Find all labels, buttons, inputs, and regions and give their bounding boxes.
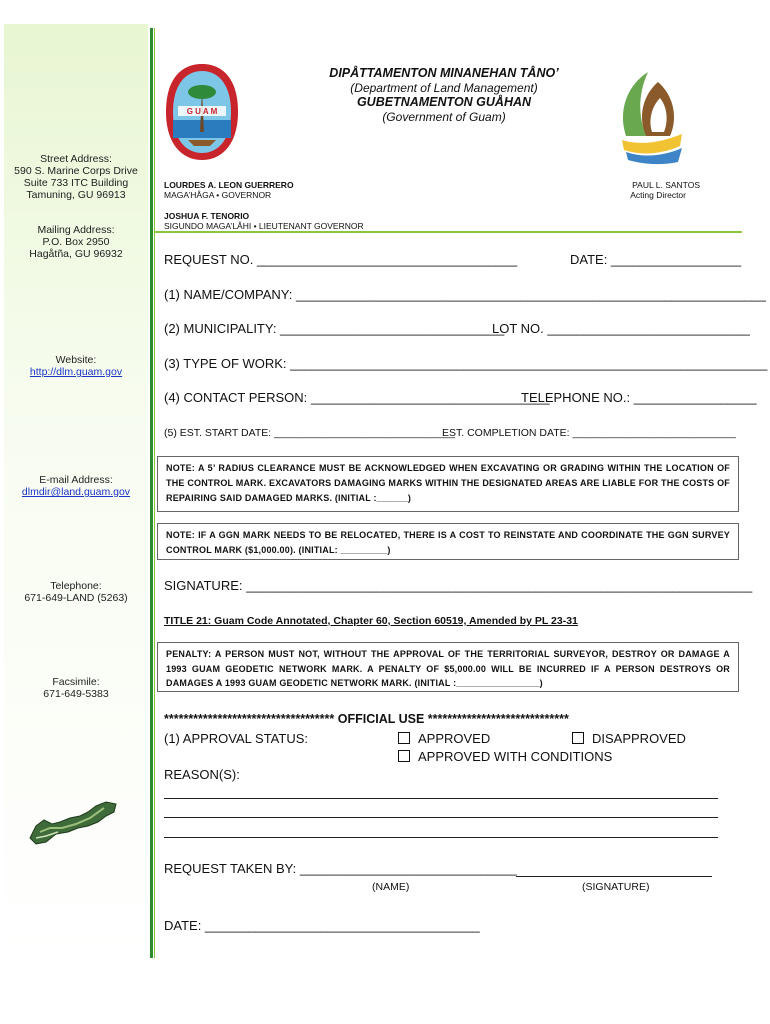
lieutenant-governor-name: JOSHUA F. TENORIO <box>164 211 250 221</box>
est-completion-date-field[interactable]: EST. COMPLETION DATE: ____________________________ <box>442 427 736 439</box>
mailing-address-line-1: P.O. Box 2950 <box>42 236 110 248</box>
name-company-field[interactable]: (1) NAME/COMPANY: _________________________________________________________________ <box>164 287 766 302</box>
lieutenant-governor-title: SIGUNDO MAGA’LÅHI • LIEUTENANT GOVERNOR <box>164 221 364 231</box>
clearance-note: NOTE: A 5’ RADIUS CLEARANCE MUST BE ACKNOWLEDGED WHEN EXCAVATING OR GRADING WITHIN THE LOCATION OF THE CONTROL MARK. EXCAVATORS DAMAGING MARKS WITHIN THE DESIGNATED AREAS ARE LIABLE FOR THE COSTS OF REPAIRING SAID DAMAGED MARKS. (INITIAL :______) <box>157 456 739 512</box>
approval-status-label: (1) APPROVAL STATUS: <box>164 731 308 746</box>
relocation-note: NOTE: IF A GGN MARK NEEDS TO BE RELOCATED, THERE IS A COST TO REINSTATE AND COORDINATE THE GGN SURVEY CONTROL MARK ($1,000.00). (INITIAL: _________) <box>157 523 739 560</box>
government-name-english: (Government of Guam) <box>382 110 506 124</box>
email-link[interactable]: dlmdir@land.guam.gov <box>21 486 131 498</box>
website-link[interactable]: http://dlm.guam.gov <box>29 366 123 378</box>
reasons-line-1[interactable] <box>164 798 718 799</box>
name-caption: (NAME) <box>372 881 410 893</box>
lot-number-field[interactable]: LOT NO. ____________________________ <box>492 321 750 336</box>
street-address-line-1: 590 S. Marine Corps Drive <box>14 165 138 177</box>
mailing-address-label: Mailing Address: <box>37 224 115 236</box>
governor-title: MAGA’HÅGA • GOVERNOR <box>164 190 272 200</box>
telephone-number: 671-649-LAND (5263) <box>24 592 128 604</box>
reasons-line-3[interactable] <box>164 837 718 838</box>
disapproved-option[interactable] <box>572 731 686 746</box>
guam-island-map-icon <box>26 798 122 848</box>
email-label: E-mail Address: <box>39 474 113 486</box>
approved-label: APPROVED <box>418 731 491 746</box>
type-of-work-field[interactable]: (3) TYPE OF WORK: __________________________________________________________________ <box>164 356 768 371</box>
street-address-line-3: Tamuning, GU 96913 <box>26 189 126 201</box>
reasons-label: REASON(S): <box>164 767 240 782</box>
disapproved-checkbox[interactable] <box>572 732 584 744</box>
request-number-field[interactable]: REQUEST NO. ____________________________________ <box>164 252 518 267</box>
approved-checkbox[interactable] <box>398 732 410 744</box>
final-date-field[interactable]: DATE: ______________________________________ <box>164 918 480 933</box>
government-name: GUBETNAMENTON GUÅHAN <box>356 95 532 109</box>
contact-person-field[interactable]: (4) CONTACT PERSON: _________________________________ <box>164 390 550 405</box>
guam-seal-icon <box>164 62 240 162</box>
approved-with-conditions-checkbox[interactable] <box>398 750 410 762</box>
director-title: Acting Director <box>630 190 686 200</box>
street-address-line-2: Suite 733 ITC Building <box>23 177 129 189</box>
date-field[interactable]: DATE: __________________ <box>570 252 742 267</box>
agency-name: DIPÅTTAMENTON MINANEHAN TÅNO’ <box>329 66 559 80</box>
mailing-address-line-2: Hagåtña, GU 96932 <box>29 248 123 260</box>
title-21-reference: TITLE 21: Guam Code Annotated, Chapter 60, Section 60519, Amended by PL 23-31 <box>164 615 578 627</box>
signature-caption: (SIGNATURE) <box>582 881 650 893</box>
approved-with-conditions-option[interactable] <box>398 749 612 764</box>
sidebar-divider-accent <box>154 28 155 958</box>
seal-name-text: G U A M <box>186 107 218 116</box>
municipality-field[interactable]: (2) MUNICIPALITY: _______________________________ <box>164 321 505 336</box>
governor-name: LOURDES A. LEON GUERRERO <box>164 180 294 190</box>
director-name: PAUL L. SANTOS <box>632 180 700 190</box>
website-label: Website: <box>55 354 97 366</box>
official-use-heading: *********************************** OFFICIAL USE ***************************** <box>164 712 569 726</box>
facsimile-number: 671-649-5383 <box>43 688 109 700</box>
reasons-line-2[interactable] <box>164 817 718 818</box>
request-taken-by-field[interactable]: REQUEST TAKEN BY: ______________________________ <box>164 861 517 876</box>
telephone-field[interactable]: TELEPHONE NO.: _________________ <box>521 390 757 405</box>
street-address-label: Street Address: <box>40 153 112 165</box>
agency-name-english: (Department of Land Management) <box>350 81 538 95</box>
approved-with-conditions-label: APPROVED WITH CONDITIONS <box>418 749 613 764</box>
signature-field[interactable]: SIGNATURE: ______________________________________________________________________ <box>164 578 753 593</box>
penalty-note: PENALTY: A PERSON MUST NOT, WITHOUT THE APPROVAL OF THE TERRITORIAL SURVEYOR, DESTROY OR DAMAGE A 1993 GUAM GEODETIC NETWORK MARK. A PENALTY OF $5,000.00 WILL BE INCURRED IF A PERSON DESTROYS OR DAMAGES A 1993 GUAM GEODETIC NETWORK MARK. (INITIAL :________________) <box>157 642 739 692</box>
facsimile-label: Facsimile: <box>52 676 100 688</box>
header-divider <box>155 231 742 233</box>
disapproved-label: DISAPPROVED <box>592 731 686 746</box>
approved-option[interactable] <box>398 731 490 746</box>
est-start-date-field[interactable]: (5) EST. START DATE: _______________________________ <box>164 427 456 439</box>
telephone-label: Telephone: <box>50 580 102 592</box>
request-taken-by-signature-line[interactable] <box>516 876 712 877</box>
